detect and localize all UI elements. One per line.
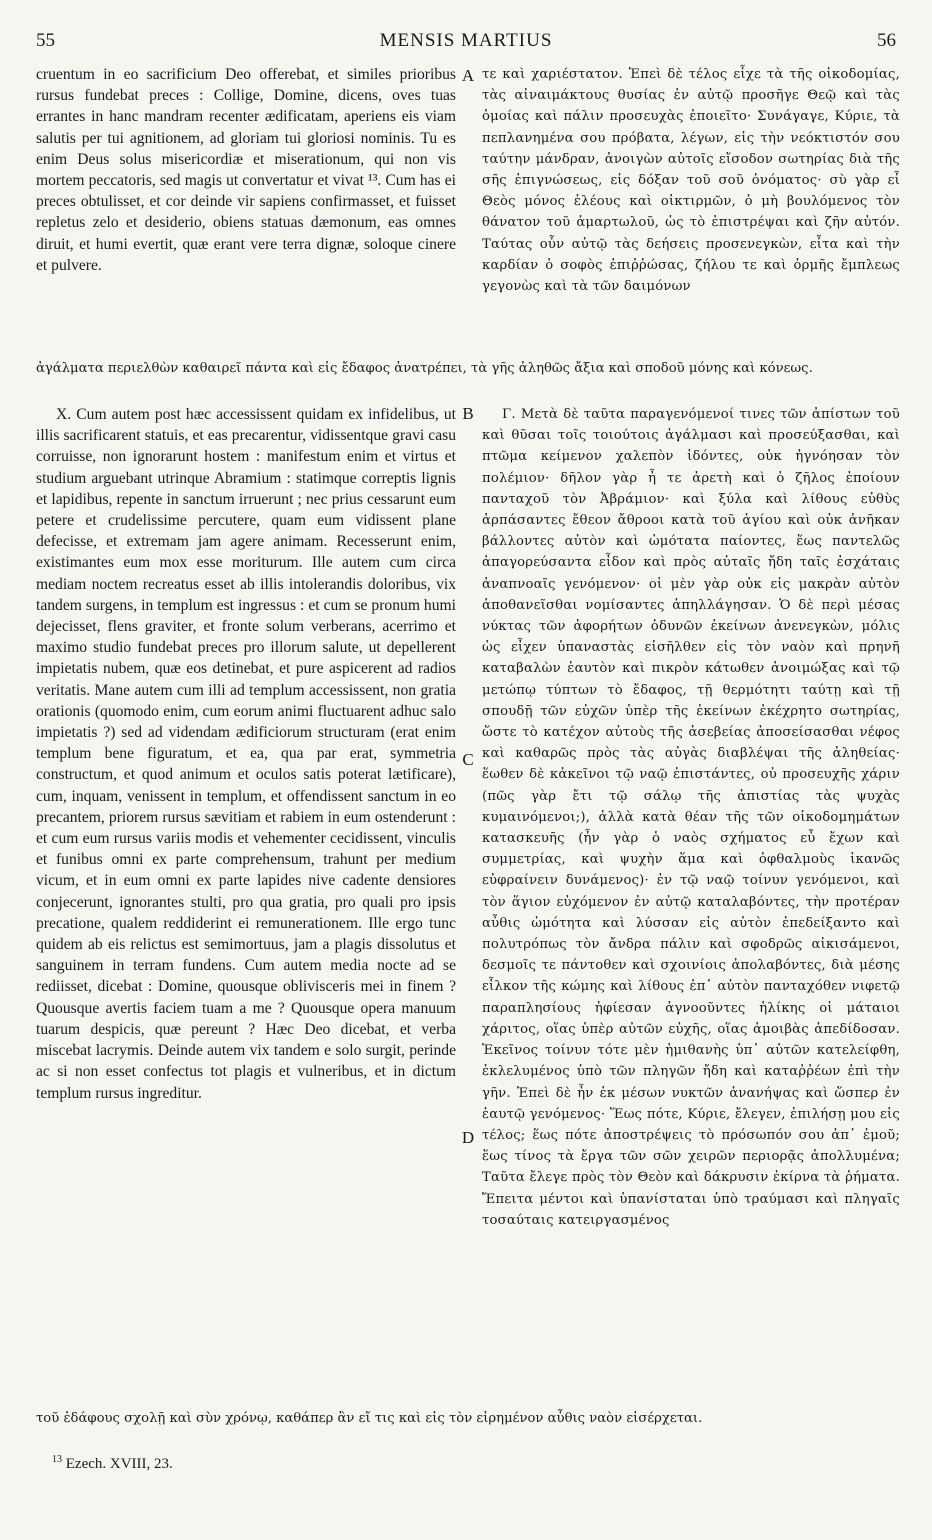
greek-column-section-1	[482, 64, 900, 297]
margin-marker-d: D	[461, 1128, 475, 1147]
full-width-greek-line-2	[36, 1408, 900, 1429]
greek-paragraph: τε καὶ χαριέστατον. Ἐπεὶ δὲ τέλος εἶχε τὰ τῆς οἰκοδομίας, τὰς αἰναιμάκτους θυσίας ἐν αὐτῷ προσῆγε Θεῷ καὶ τὰς ὁμοίας καὶ πάλιν προσευχὰς ἐποιεῖτο· Συνάγαγε, Κύριε, τὰ πεπλανημένα σου πρόβατα, λέγων, εἰς τὴν νεόκτιστόν σου ταύτην μάνδραν, ἀνοιγὼν αὐτοῖς εἴσοδον σωτηρίας διὰ τῆς σῆς ἐπιγνώσεως, εἰς δόξαν τοῦ σοῦ ὀνόματος· σὺ γὰρ εἶ Θεὸς μόνος ἐλέους καὶ οἰκτιρμῶν, ὁ μὴ βουλόμενος τὸν θάνατον τοῦ ἁμαρτωλοῦ, ὡς τὸ ἐπιστρέψαι καὶ ζῆν αὐτόν. Ταύτας οὖν αὐτῷ τὰς δεήσεις προσενεγκὼν, εἶτα καὶ τὴν καρδίαν ὁ σοφὸς ἐπιῤῥώσας, ζήλου τε καὶ ὁρμῆς ἔμπλεως γεγονὼς καὶ τὰ τῶν δαιμόνων	[482, 67, 900, 295]
latin-paragraph-x: X. Cum autem post hæc accessissent quidam ex infidelibus, ut illis sacrificarent statuis, et eas precarentur, vidissentque gravi casu corruisse, non ignorarunt hostem : manifestum enim et virtus et studium arguebant utrinque Abramium : statimque correptis lignis et lapidibus, repente in sanctum irruerunt ; nec prius cessarunt eum petere et crudelissime percutere, quam eum vidissent plane defecisse, et extremam jam agere animam. Recesserunt enim, existimantes eum mox esse moriturum. Ille autem cum circa mediam noctem recreatus esset ab illis intolerandis doloribus, vix tandem surgens, in templum est ingressus : et cum se pronum humi dejecisset, flens graviter, et fronte solum verberans, acerrimo et maximo studio fundebat preces pro illorum salute, ut depellerent impietatis nubem, quæ eos detinebat, et pure aspicerent ad radios veritatis. Mane autem cum illi ad templum accessissent, non gratia orationis (quomodo enim, cum eorum animi fluctuarent adhuc salo impietatis ?) sed ad videndam ædificiorum structuram (erat enim templum bene figuratum, et ea, qua par erat, symmetria constructum, et quod animum et oculos satis poterat lætificare), cum, inquam, venissent in templum, et offendissent sanctum in eo precantem, priorem rursus sævitiam et rabiem in eum ostenderunt : et cum eum rursus variis modis et vehementer cecidissent, vinculis et funibus omni ex parte comprehensum, trahunt per medium vicum, et in eum omni ex parte lapides nive cadente densiores conjecerunt, ignorantes stulti, pro qua gratia, pro quali pro ipsis precatione, qualem reddiderint ei remunerationem. Ille ergo tunc quidem ab eis relictus est semimortuus, jam a plagis dissolutus et sanguinem in terram fundens. Cum autem media nocte ad se rediisset, dicebat : Domine, quousque oblivisceris mei in finem ? Quousque avertis faciem tuam a me ? Quousque opera manuum tuarum despicis, quæ pereunt ? Hæc Deo dicebat, et verba miscebat lacrymis. Deinde autem vix tandem e solo surgit, perinde ac si non esset confectus tot plagis et vulneribus, et in dictum templum rursus ingreditur.	[36, 406, 456, 1102]
page-number-left: 55	[36, 30, 55, 51]
margin-marker-b: B	[462, 404, 474, 423]
page-number-right: 56	[877, 30, 896, 51]
greek-column-section-2	[482, 404, 900, 1231]
footnote-text: Ezech. XVIII, 23.	[65, 1456, 173, 1472]
greek-continuation: ἀγάλματα περιελθὼν καθαιρεῖ πάντα καὶ εἰς ἔδαφος ἀνατρέπει, τὰ γῆς ἀληθῶς ἄξια καὶ σποδοῦ μόνης καὶ κόνεως.	[36, 361, 813, 376]
margin-marker-c: C	[462, 750, 474, 769]
full-width-greek-line-1	[36, 358, 900, 379]
footnote	[52, 1454, 173, 1473]
latin-column-section-2	[36, 404, 456, 1104]
page-header	[36, 30, 896, 58]
footnote-number: 13	[52, 1454, 62, 1465]
margin-marker-a: A	[461, 66, 475, 85]
greek-continuation: τοῦ ἐδάφους σχολῇ καὶ σὺν χρόνῳ, καθάπερ ἂν εἴ τις καὶ εἰς τὸν εἰρημένον αὖθις ναὸν εἰσέρχεται.	[36, 1411, 703, 1426]
latin-column-section-1	[36, 64, 456, 276]
greek-paragraph-gamma: Γ. Μετὰ δὲ ταῦτα παραγενόμενοί τινες τῶν ἀπίστων τοῦ καὶ θῦσαι τοῖς τοιούτοις ἀγάλμασι καὶ προσεύξασθαι, καὶ πτῶμα κείμενον χαλεπὸν ἰδόντες, οὐκ ἠγνόησαν τὸν πολέμιον· δῆλον γὰρ ἦ τε ἀρετὴ καὶ ὁ ζῆλος ἐποίουν πανταχοῦ τὸν Ἀβράμιον· καὶ ξύλα καὶ λίθους εὐθὺς ἁρπάσαντες ἔθεον ἄθροοι κατὰ τοῦ ἁγίου καὶ οὐκ ἀνῆκαν βάλλοντες αὐτὸν καὶ ὠμότατα παίοντες, ἕως παντελῶς ἀπαγορεύσαντα εἶδον καὶ πρὸς αὐταῖς ἤδη ταῖς ἐσχάταις ἀναπνοαῖς γενόμενον· οἱ μὲν γὰρ οὐκ εἰς μακρὰν αὐτὸν ἀποθανεῖσθαι νομίσαντες ἀπηλλάγησαν. Ὁ δὲ περὶ μέσας νύκτας τῶν ἀφορήτων ὀδυνῶν ἐκείνων ἀνενεγκὼν, μόλις ὡς εἶχεν ὑπαναστὰς εἰσῆλθεν εἰς τὸν ναὸν καὶ πρηνῆ καταβαλὼν ἑαυτὸν καὶ πικρὸν κάτωθεν ἀνοιμώξας καὶ τῷ μετώπῳ τύπτων τὸ ἔδαφος, τῇ θερμότητι ταύτῃ καὶ τῇ σπουδῇ τῶν εὐχῶν ὑπὲρ τῆς ἐκείνων ἐκέχρητο σωτηρίας, ὥστε τὸ κατέχον αὐτοὺς τῆς ἀσεβείας ἀποσείσασθαι νέφος καὶ καθαρῶς πρὸς τὰς αὐγὰς διαβλέψαι τῆς ἀληθείας· ἕωθεν δὲ κἀκεῖνοι τῷ ναῷ ἐπιστάντες, οὐ προσευχῆς χάριν (πῶς γὰρ ἔτι τῷ σάλῳ τῆς ἀπιστίας τὰς ψυχὰς κυμαινόμενοι;), ἀλλὰ κατὰ θέαν τῆς τῶν οἰκοδομημάτων κατασκευῆς (ἦν γὰρ ὁ ναὸς σχήματος εὖ ἔχων καὶ συμμετρίας, καὶ ψυχὴν ἅμα καὶ ὀφθαλμοὺς ἱκανῶς εὐφραίνειν δυνάμενος)· ἐν τῷ ναῷ τοίνυν γενόμενοι, καὶ τὸν ἅγιον εὐχόμενον ἐν αὐτῷ καταλαβόντες, τὴν προτέραν αὖθις ὠμότητα καὶ λύσσαν εἰς αὐτὸν ἐπεδείξαντο καὶ πολυτρόπως τὸν ἄνδρα πάλιν καὶ σφοδρῶς αἰκισάμενοι, δεσμοῖς τε πάντοθεν καὶ σχοινίοις ἀπολαβόντες, διὰ μέσης εἷλκον τῆς κώμης καὶ λίθους ἐπ᾽ αὐτὸν πανταχόθεν νιφετῷ παραπλησίους ἡφίεσαν ἀγνοοῦντες ἡλίκης οἱ μάταιοι χάριτος, οἵας ὑπὲρ αὐτῶν εὐχῆς, οἵας ἀμοιβὰς ἀπεδίδοσαν. Ἐκεῖνος τοίνυν τότε μὲν ἡμιθανὴς ὑπ᾽ αὐτῶν κατελείφθη, ἐκλελυμένος ὑπὸ τῶν πληγῶν ἤδη καὶ καταῤῥέων ἐπὶ τὴν γῆν. Ἐπεὶ δὲ ἦν ἐκ μέσων νυκτῶν ἀνανήψας καὶ ὥσπερ ἐν ἑαυτῷ γενόμενος· Ἕως πότε, Κύριε, ἔλεγεν, ἐπιλήσῃ μου εἰς τέλος; ἕως πότε ἀποστρέψεις τὸ πρόσωπόν σου ἀπ᾽ ἐμοῦ; ἕως τίνος τὰ ἔργα τῶν σῶν χειρῶν περιορᾷς ἀπολλυμένα; Ταῦτα ἔλεγε πρὸς τὸν Θεὸν καὶ δάκρυσιν ἐκίρνα τὰ ῥήματα. Ἔπειτα μέντοι καὶ ὑπανίσταται ὑπὸ τραύμασι καὶ πληγαῖς τοσαύταις κατειργασμένος	[482, 407, 900, 1228]
running-title: MENSIS MARTIUS	[379, 30, 553, 51]
latin-paragraph: cruentum in eo sacrificium Deo offerebat, et similes prioribus rursus fundebat preces : Collige, Domine, dicens, oves tuas errantes in hanc mandram recenter ædificatam, aperiens eis viam salutis per tui agnitionem, ad gloriam tui gloriosi nominis. Tu es enim Deus solus misericordiæ et miserationum, qui non vis mortem peccatoris, sed magis ut convertatur et vivat ¹³. Cum has ei preces obtulisset, et cor deinde vir sapiens confirmasset, et fuisset repletus zelo et desiderio, obiens statuas dæmonum, eas omnes diruit, et humi evertit, quæ erant vere terra dignæ, soloque cinere et pulvere.	[36, 66, 456, 274]
